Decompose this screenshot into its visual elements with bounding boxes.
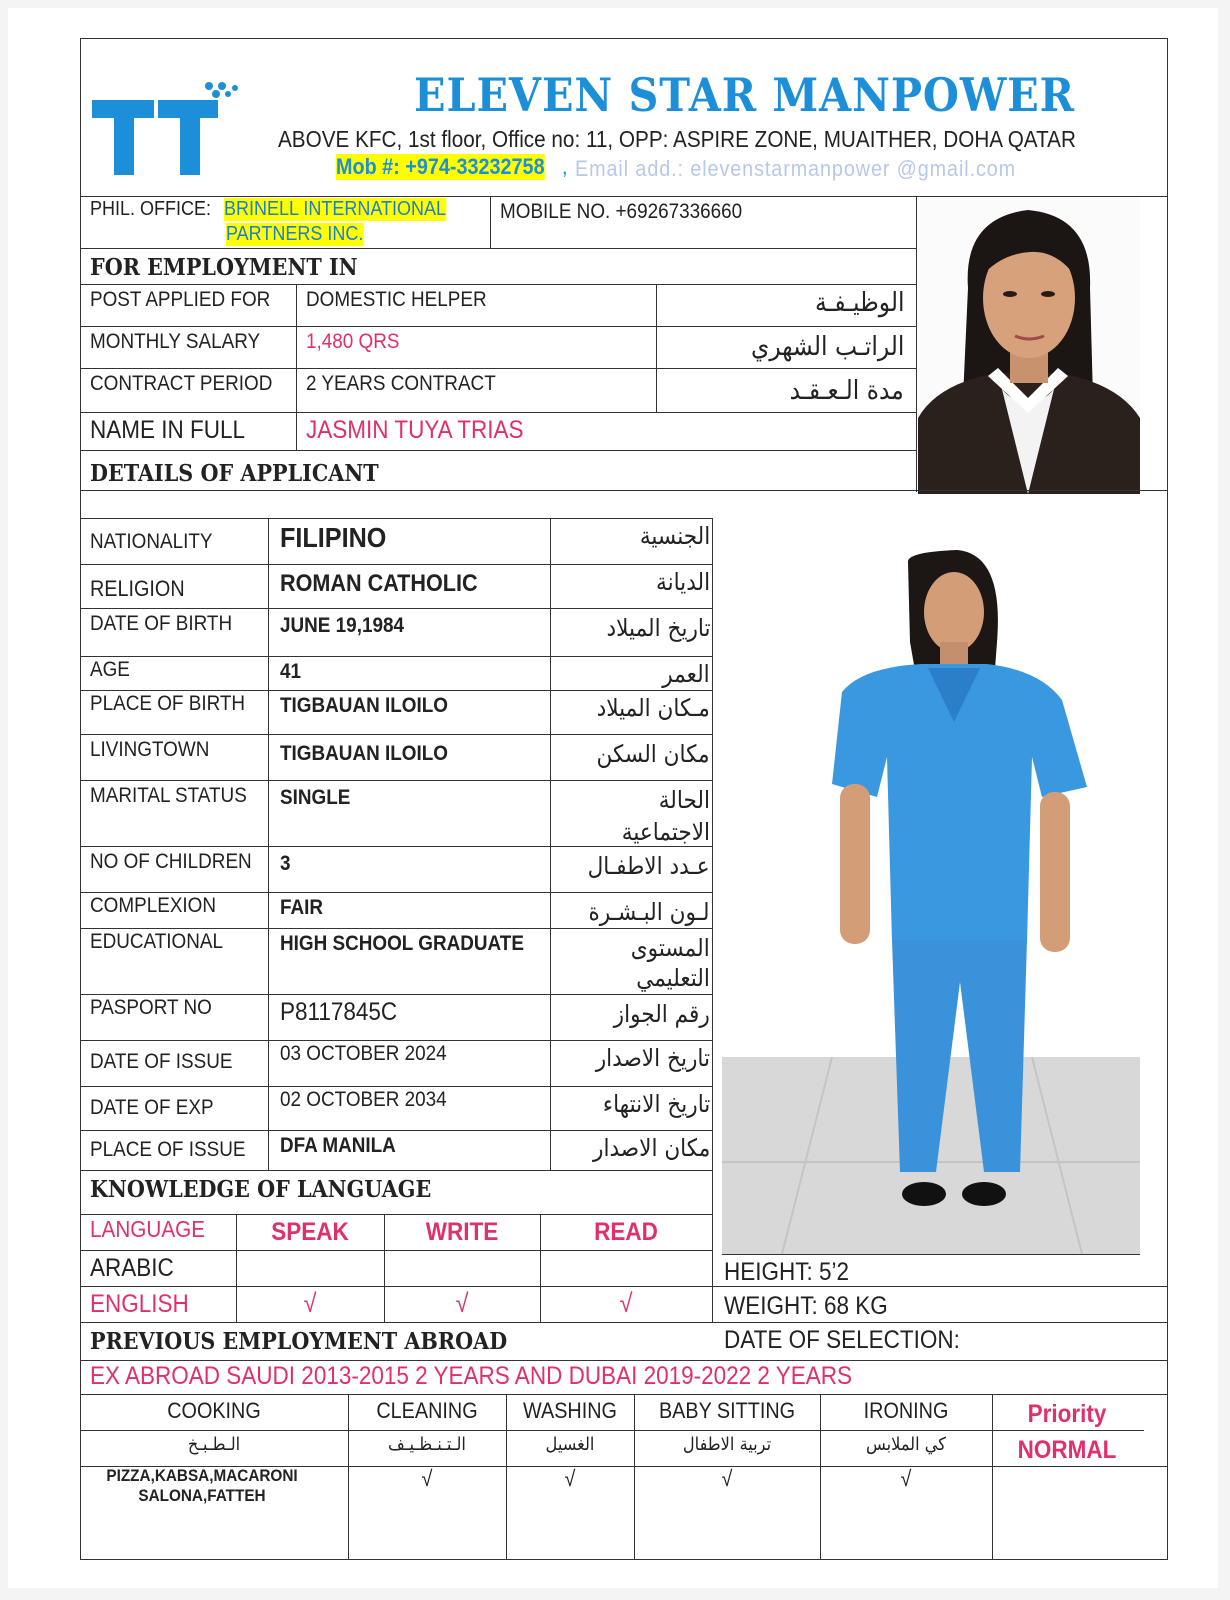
- name-label: NAME IN FULL: [90, 416, 246, 444]
- education-arabic: المستوى: [631, 934, 710, 962]
- baby-sitting-arabic: تربية الاطفال: [682, 1434, 772, 1455]
- ironing-check: √: [900, 1466, 912, 1491]
- english-read-check: √: [619, 1288, 633, 1318]
- english-language-row: ENGLISH: [90, 1290, 189, 1318]
- children-label: NO OF CHILDREN: [90, 850, 252, 873]
- passport-label: PASPORT NO: [90, 996, 212, 1019]
- livingtown-value: TIGBAUAN ILOILO: [280, 742, 448, 765]
- height-field: HEIGHT: 5’2: [724, 1258, 850, 1286]
- dob-value: JUNE 19,1984: [280, 614, 404, 637]
- english-write-check: √: [455, 1288, 469, 1318]
- date-of-selection-field: DATE OF SELECTION:: [724, 1326, 960, 1354]
- nationality-arabic: الجنسية: [639, 522, 710, 550]
- ironing-arabic: كي الملابس: [865, 1434, 946, 1455]
- education-arabic-2: التعليمي: [636, 964, 710, 992]
- children-value: 3: [280, 852, 291, 875]
- exp-date-value: 02 OCTOBER 2034: [280, 1088, 447, 1111]
- washing-arabic: الغسيل: [545, 1434, 595, 1455]
- marital-value: SINGLE: [280, 786, 351, 809]
- cooking-detail-line1: PIZZA,KABSA,MACARONI: [106, 1466, 298, 1485]
- nationality-label: NATIONALITY: [90, 530, 213, 553]
- phil-office-mobile: MOBILE NO. +69267336660: [500, 200, 743, 223]
- ironing-header: IRONING: [863, 1398, 949, 1423]
- baby-sitting-header: BABY SITTING: [658, 1398, 796, 1423]
- marital-arabic-2: الاجتماعية: [621, 818, 710, 846]
- priority-label: Priority: [1027, 1400, 1107, 1428]
- washing-check: √: [564, 1466, 576, 1491]
- arabic-language-row: ARABIC: [90, 1254, 174, 1282]
- salary-arabic: الراتـب الشهري: [750, 332, 904, 362]
- phil-office-name1: BRINELL INTERNATIONAL: [224, 198, 447, 220]
- company-mobile: Mob #: +974-33232758: [336, 154, 545, 179]
- washing-header: WASHING: [523, 1398, 617, 1423]
- contract-arabic: مدة الـعـقـد: [789, 376, 904, 406]
- complexion-value: FAIR: [280, 896, 324, 919]
- post-label: POST APPLIED FOR: [90, 288, 271, 311]
- salary-label: MONTHLY SALARY: [90, 330, 261, 353]
- religion-value: ROMAN CATHOLIC: [280, 570, 478, 597]
- phil-office-name2: PARTNERS INC.: [226, 223, 364, 245]
- age-value: 41: [280, 660, 302, 683]
- write-col-header: WRITE: [425, 1218, 499, 1246]
- issue-date-arabic: تاريخ الاصدار: [595, 1044, 710, 1072]
- nationality-value: FILIPINO: [280, 522, 387, 553]
- education-label: EDUCATIONAL: [90, 930, 224, 953]
- cleaning-check: √: [421, 1466, 433, 1491]
- previous-employment-heading: PREVIOUS EMPLOYMENT ABROAD: [90, 1328, 508, 1355]
- contract-label: CONTRACT PERIOD: [90, 372, 273, 395]
- employment-heading: FOR EMPLOYMENT IN: [90, 254, 358, 281]
- previous-employment-value: EX ABROAD SAUDI 2013-2015 2 YEARS AND DUBAI 2019-2022 2 YEARS: [90, 1362, 853, 1390]
- passport-value: P8117845C: [280, 998, 398, 1026]
- name-value: JASMIN TUYA TRIAS: [306, 416, 524, 444]
- details-heading: DETAILS OF APPLICANT: [90, 460, 379, 487]
- age-arabic: العمر: [662, 660, 710, 688]
- religion-arabic: الديانة: [655, 568, 710, 596]
- comma-separator: ,: [562, 154, 568, 179]
- language-heading: KNOWLEDGE OF LANGUAGE: [90, 1176, 432, 1203]
- children-arabic: عـدد الاطفـال: [587, 852, 710, 880]
- exp-date-arabic: تاريخ الانتهاء: [602, 1090, 710, 1118]
- language-col-header: LANGUAGE: [90, 1216, 206, 1242]
- post-arabic: الوظيـفـة: [814, 288, 904, 318]
- phil-office-label: PHIL. OFFICE:: [90, 198, 212, 220]
- eleven-star-logo: [88, 80, 238, 188]
- pob-arabic: مـكان الميلاد: [596, 694, 710, 722]
- religion-label: RELIGION: [90, 576, 185, 601]
- complexion-arabic: لـون البـشـرة: [588, 898, 710, 926]
- issue-date-label: DATE OF ISSUE: [90, 1050, 233, 1073]
- read-col-header: READ: [594, 1218, 658, 1246]
- english-speak-check: √: [303, 1288, 317, 1318]
- weight-field: WEIGHT: 68 KG: [724, 1292, 888, 1320]
- post-value: DOMESTIC HELPER: [306, 288, 487, 311]
- age-label: AGE: [90, 658, 130, 681]
- issue-place-arabic: مكان الاصدار: [592, 1134, 710, 1162]
- complexion-label: COMPLEXION: [90, 894, 217, 917]
- cleaning-arabic: الـتـنـظـيـف: [388, 1434, 466, 1455]
- speak-col-header: SPEAK: [271, 1218, 349, 1246]
- dob-arabic: تاريخ الميلاد: [606, 614, 710, 642]
- company-title: ELEVEN STAR MANPOWER: [414, 68, 1075, 122]
- issue-date-value: 03 OCTOBER 2024: [280, 1042, 447, 1065]
- issue-place-value: DFA MANILA: [280, 1134, 396, 1157]
- cooking-arabic: الـطـبـخ: [187, 1434, 241, 1455]
- passport-arabic: رقم الجواز: [613, 1000, 710, 1028]
- cooking-detail-line2: SALONA,FATTEH: [138, 1486, 266, 1505]
- exp-date-label: DATE OF EXP: [90, 1096, 214, 1119]
- cleaning-header: CLEANING: [376, 1398, 478, 1423]
- contract-value: 2 YEARS CONTRACT: [306, 372, 496, 395]
- issue-place-label: PLACE OF ISSUE: [90, 1138, 246, 1161]
- livingtown-label: LIVINGTOWN: [90, 738, 210, 761]
- dob-label: DATE OF BIRTH: [90, 612, 233, 635]
- livingtown-arabic: مكان السكن: [596, 740, 710, 768]
- applicant-full-body-photo: [722, 522, 1140, 1254]
- education-value: HIGH SCHOOL GRADUATE: [280, 932, 524, 955]
- cooking-header: COOKING: [167, 1398, 261, 1423]
- salary-value: 1,480 QRS: [306, 330, 400, 353]
- pob-label: PLACE OF BIRTH: [90, 692, 246, 715]
- applicant-portrait-photo: [918, 198, 1140, 494]
- priority-value: NORMAL: [1017, 1436, 1117, 1464]
- marital-label: MARITAL STATUS: [90, 784, 247, 807]
- marital-arabic: الحالة: [658, 786, 710, 814]
- company-address: ABOVE KFC, 1st floor, Office no: 11, OPP: ASPIRE ZONE, MUAITHER, DOHA QATAR: [278, 126, 1076, 152]
- baby-sitting-check: √: [721, 1466, 733, 1491]
- pob-value: TIGBAUAN ILOILO: [280, 694, 448, 717]
- company-email: Email add.: elevenstarmanpower @gmail.com: [575, 156, 1017, 181]
